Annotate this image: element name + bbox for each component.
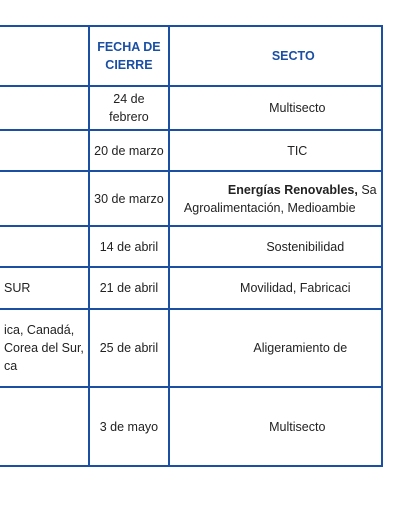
closing-date-cell: 20 de marzo [89, 130, 169, 171]
sector-cell [169, 387, 382, 466]
country-cell [0, 309, 89, 387]
closing-date-cell: 24 de febrero [89, 86, 169, 130]
country-cell [0, 267, 89, 309]
table-row [0, 171, 382, 226]
sector-cell [169, 130, 382, 171]
sector-text: TIC [287, 143, 308, 158]
closing-date-cell: 25 de abril [89, 309, 169, 387]
closing-date-cell: 3 de mayo [89, 387, 169, 466]
calls-table [0, 25, 383, 467]
country-line-2: Corea del Sur, [4, 341, 84, 355]
sector-cell [169, 226, 382, 267]
sector-text: Aligeramiento de [253, 341, 348, 355]
sector-line-1 [184, 181, 377, 199]
country-text: SUR [4, 281, 31, 295]
header-sector-label: SECTO [271, 49, 315, 63]
table-row [0, 387, 382, 466]
sector-bold-text: Energías Renovables, [227, 182, 358, 197]
country-cell [0, 226, 89, 267]
table-header-row [0, 26, 382, 86]
country-cell [0, 171, 89, 226]
country-cell [0, 130, 89, 171]
country-line-3: ca [4, 359, 18, 373]
closing-date-cell: 21 de abril [89, 267, 169, 309]
table-row [0, 226, 382, 267]
country-line-1: ica, Canadá, [4, 323, 75, 337]
country-cell [0, 387, 89, 466]
sector-line-2: Agroalimentación, Medioambie [183, 200, 356, 215]
sector-text: Movilidad, Fabricaci [240, 281, 351, 295]
sector-cell [169, 309, 382, 387]
table-row [0, 130, 382, 171]
header-cell-closing-date [89, 26, 169, 86]
sector-text: Sostenibilidad [266, 239, 345, 254]
sector-cell [169, 171, 382, 226]
country-cell [0, 86, 89, 130]
closing-date-cell: 30 de marzo [89, 171, 169, 226]
sector-text: Multisecto [269, 419, 326, 434]
sector-cell [169, 86, 382, 130]
table-row [0, 267, 382, 309]
header-cell-country [0, 26, 89, 86]
table-row [0, 86, 382, 130]
sector-cell [169, 267, 382, 309]
closing-date-cell: 14 de abril [89, 226, 169, 267]
header-cell-sector [169, 26, 382, 86]
sector-text: Multisecto [269, 101, 326, 115]
header-closing-date-label: FECHA DE CIERRE [97, 40, 161, 72]
table-row [0, 309, 382, 387]
sector-text: Sa [357, 182, 377, 197]
